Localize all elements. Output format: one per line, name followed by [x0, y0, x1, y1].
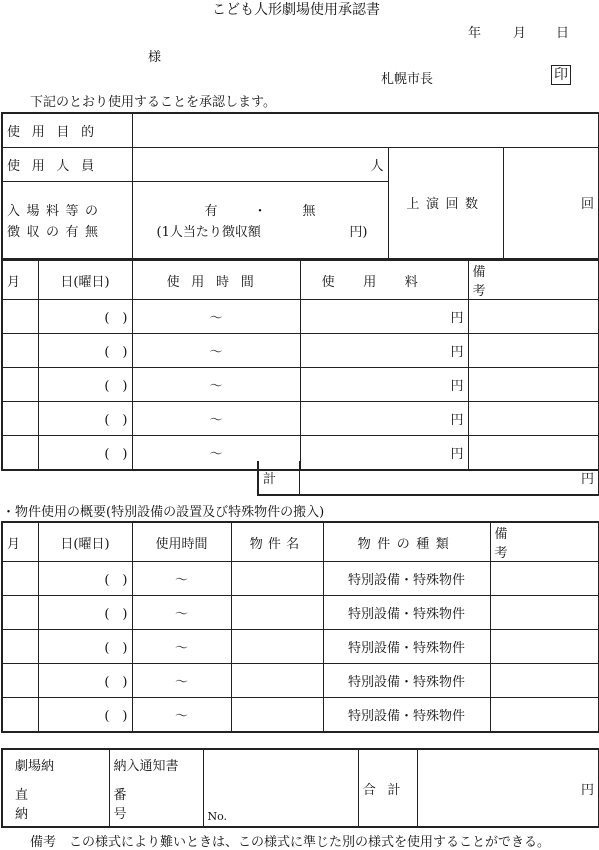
purpose-label: 使用目的: [2, 113, 132, 147]
total-label: 計: [258, 461, 299, 495]
footer-note: 備考 この様式により難いときは、この様式に準じた別の様式を使用することができる。: [30, 835, 551, 850]
item-kind-cell[interactable]: 特別設備・特殊物件: [323, 664, 490, 698]
day-cell[interactable]: ( ): [38, 562, 132, 596]
remarks-cell[interactable]: [468, 402, 599, 436]
day-cell[interactable]: ( ): [38, 402, 132, 436]
month-cell[interactable]: [2, 596, 38, 630]
day-cell[interactable]: ( ): [38, 436, 132, 470]
header-remarks: 備考: [490, 522, 599, 562]
grand-total-field[interactable]: 円: [417, 749, 599, 827]
fee-field[interactable]: 有 ・ 無 (1人当たり徴収額 円): [132, 181, 388, 259]
direct-label: 直納: [15, 787, 68, 822]
item-name-cell[interactable]: [231, 664, 323, 698]
table-row: [2, 596, 599, 630]
time-cell[interactable]: ～: [132, 402, 300, 436]
usage-schedule-table: [1, 259, 599, 471]
time-cell[interactable]: ～: [132, 630, 231, 664]
table-header-row: [2, 260, 599, 300]
day-cell[interactable]: ( ): [38, 698, 132, 732]
usage-total-table: [257, 461, 599, 496]
items-table: [1, 521, 599, 733]
remarks-cell[interactable]: [490, 630, 599, 664]
table-row: [2, 664, 599, 698]
date-year: 年: [468, 26, 482, 41]
time-cell[interactable]: ～: [132, 436, 300, 470]
header-day: 日(曜日): [38, 260, 132, 300]
addressee-suffix: 様: [148, 50, 162, 65]
fee-cell[interactable]: 円: [300, 300, 468, 334]
item-name-cell[interactable]: [231, 630, 323, 664]
month-cell[interactable]: [2, 664, 38, 698]
notice-label-cell: 納入通知書 番号: [109, 749, 203, 827]
remarks-cell[interactable]: [490, 562, 599, 596]
table-row: [2, 368, 599, 402]
time-cell[interactable]: ～: [132, 562, 231, 596]
item-kind-cell[interactable]: 特別設備・特殊物件: [323, 698, 490, 732]
month-cell[interactable]: [2, 300, 38, 334]
item-kind-cell[interactable]: 特別設備・特殊物件: [323, 630, 490, 664]
time-cell[interactable]: ～: [132, 698, 231, 732]
table-row: [2, 300, 599, 334]
date-month: 月: [513, 26, 527, 41]
fee-cell[interactable]: 円: [300, 368, 468, 402]
page-title: こども人形劇場使用承認書: [212, 2, 380, 18]
performances-label: 上演回数: [388, 147, 503, 259]
time-cell[interactable]: ～: [132, 664, 231, 698]
day-cell[interactable]: ( ): [38, 300, 132, 334]
day-cell[interactable]: ( ): [38, 630, 132, 664]
header-item-kind: 物件の種類: [323, 522, 490, 562]
day-cell[interactable]: ( ): [38, 368, 132, 402]
people-label: 使用人員: [2, 147, 132, 181]
remarks-cell[interactable]: [468, 300, 599, 334]
day-cell[interactable]: ( ): [38, 596, 132, 630]
month-cell[interactable]: [2, 562, 38, 596]
month-cell[interactable]: [2, 630, 38, 664]
month-cell[interactable]: [2, 698, 38, 732]
section-title-items: ・物件使用の概要(特別設備の設置及び特殊物件の搬入): [2, 505, 325, 520]
item-kind-cell[interactable]: 特別設備・特殊物件: [323, 596, 490, 630]
payment-table: [1, 748, 599, 828]
fee-cell[interactable]: 円: [300, 334, 468, 368]
header-month: 月: [2, 260, 38, 300]
month-cell[interactable]: [2, 402, 38, 436]
remarks-cell[interactable]: [468, 368, 599, 402]
item-name-cell[interactable]: [231, 698, 323, 732]
item-name-cell[interactable]: [231, 562, 323, 596]
table-header-row: [2, 522, 599, 562]
time-cell[interactable]: ～: [132, 334, 300, 368]
fee-label: 入場料等の 徴収の有無: [2, 181, 132, 259]
fee-cell[interactable]: 円: [300, 402, 468, 436]
usage-info-table: [1, 112, 599, 260]
people-field[interactable]: 人: [132, 147, 388, 181]
time-cell[interactable]: ～: [132, 596, 231, 630]
header-day: 日(曜日): [38, 522, 132, 562]
total-field[interactable]: 円: [299, 461, 599, 495]
remarks-cell[interactable]: [490, 664, 599, 698]
fee-cell[interactable]: 円: [300, 436, 468, 470]
seal-stamp: 印: [551, 65, 571, 85]
item-kind-cell[interactable]: 特別設備・特殊物件: [323, 562, 490, 596]
header-remarks: 備考: [468, 260, 599, 300]
header-time: 使用時間: [132, 522, 231, 562]
table-row: [2, 698, 599, 732]
header-time: 使用時間: [132, 260, 300, 300]
date-day: 日: [556, 26, 570, 41]
remarks-cell[interactable]: [468, 334, 599, 368]
header-item-name: 物件名: [231, 522, 323, 562]
table-row: [2, 402, 599, 436]
remarks-cell[interactable]: [490, 698, 599, 732]
table-row: [2, 334, 599, 368]
header-month: 月: [2, 522, 38, 562]
time-cell[interactable]: ～: [132, 368, 300, 402]
purpose-field[interactable]: [132, 113, 599, 147]
month-cell[interactable]: [2, 368, 38, 402]
grand-total-label: 合計: [358, 749, 417, 827]
remarks-cell[interactable]: [490, 596, 599, 630]
notice-number-field[interactable]: No.: [203, 749, 358, 827]
table-row: [2, 630, 599, 664]
item-name-cell[interactable]: [231, 596, 323, 630]
time-cell[interactable]: ～: [132, 300, 300, 334]
issuer: 札幌市長: [381, 72, 434, 87]
payment-method-cell: 劇場納 直納: [2, 749, 109, 827]
day-cell[interactable]: ( ): [38, 334, 132, 368]
month-cell[interactable]: [2, 334, 38, 368]
table-row: [2, 562, 599, 596]
intro-text: 下記のとおり使用することを承認します。: [30, 95, 276, 110]
month-cell[interactable]: [2, 436, 38, 470]
performances-field[interactable]: 回: [503, 147, 599, 259]
header-fee: 使用料: [300, 260, 468, 300]
day-cell[interactable]: ( ): [38, 664, 132, 698]
